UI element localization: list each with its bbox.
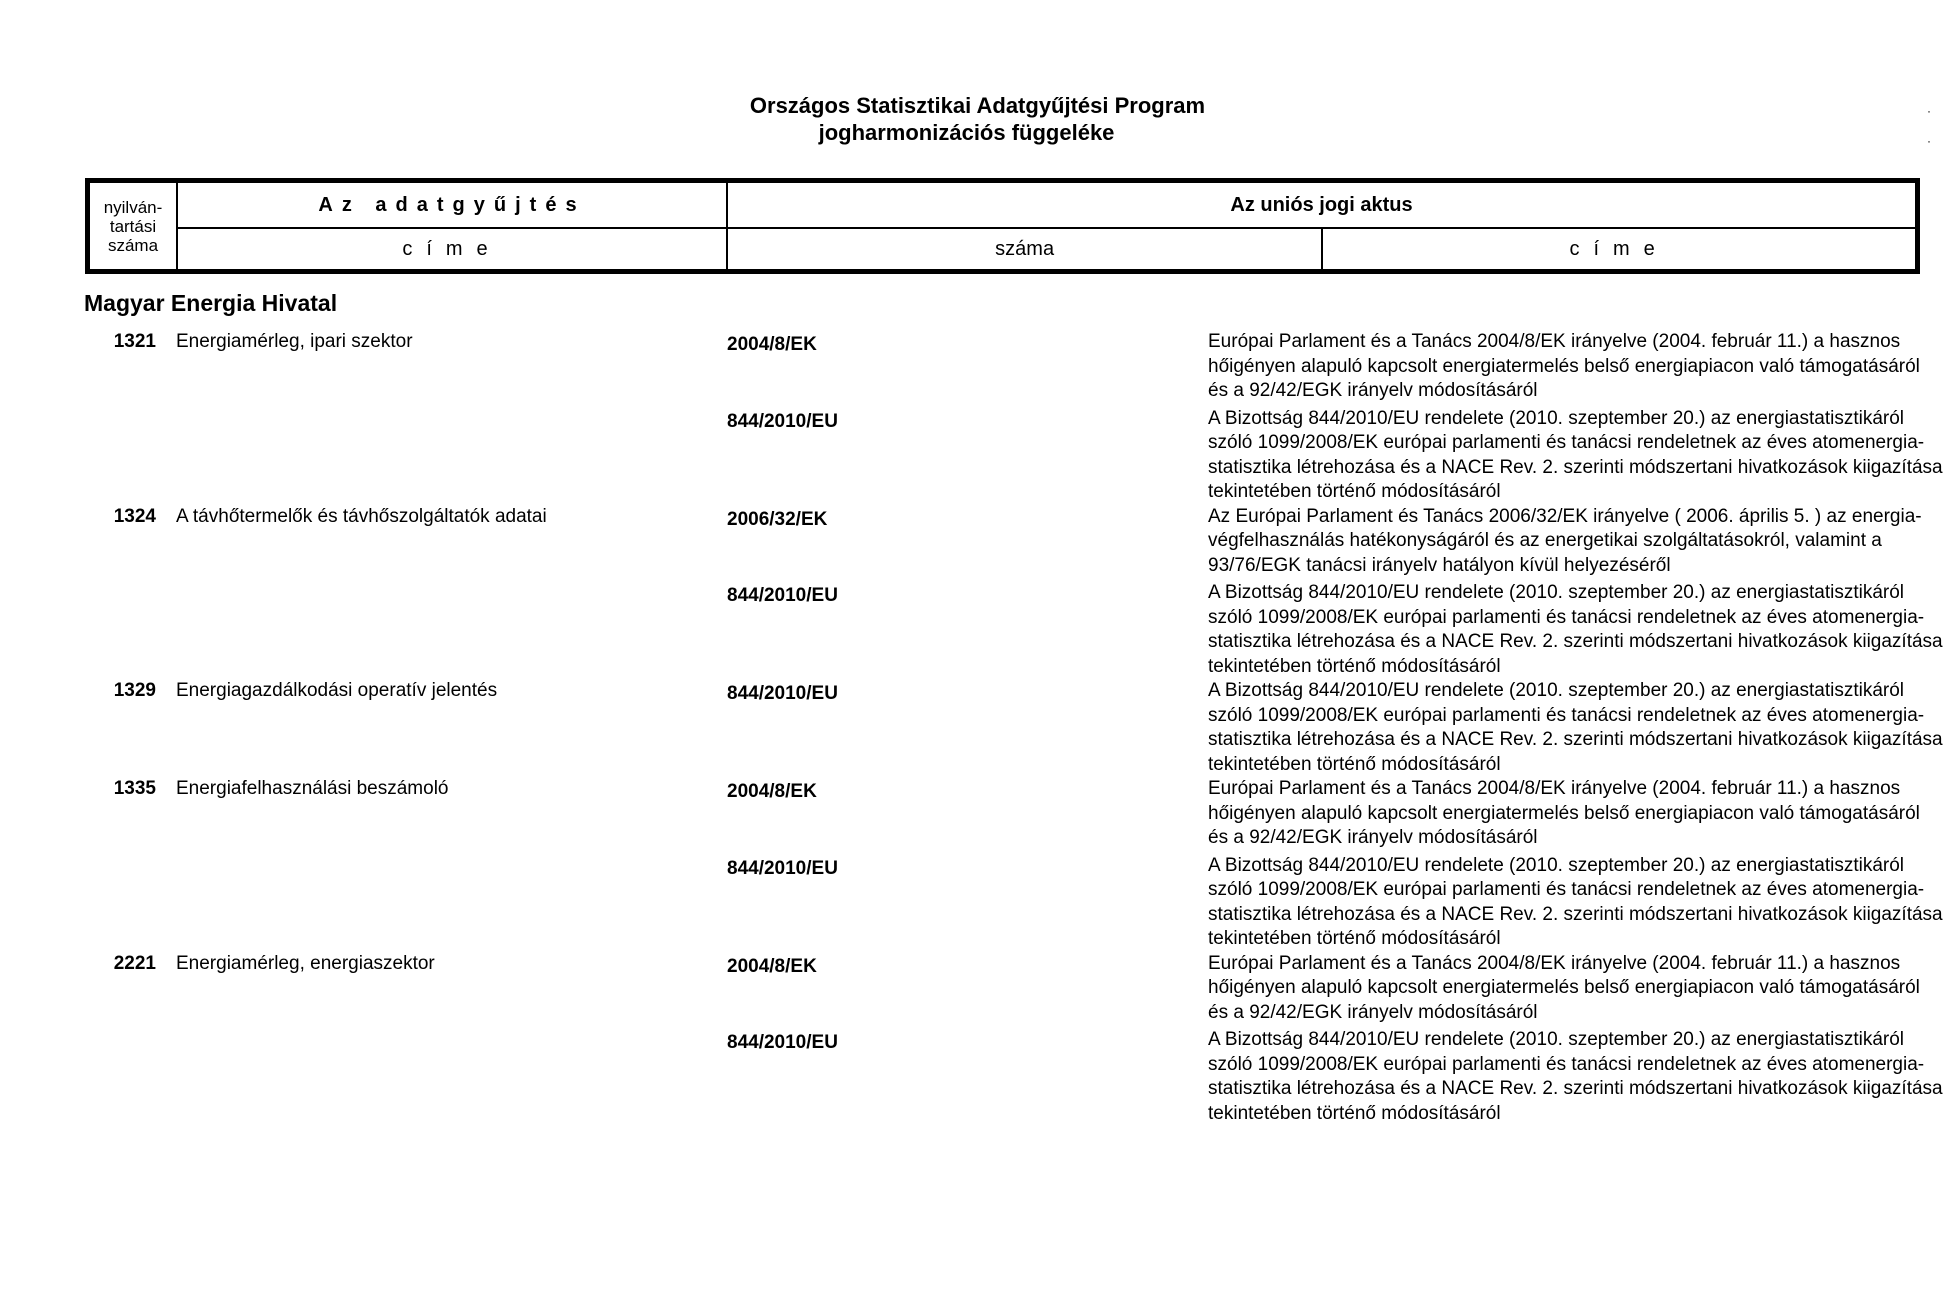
- section-heading: Magyar Energia Hivatal: [84, 290, 338, 316]
- title-line-1: Országos Statisztikai Adatgyűjtési Program: [749, 93, 1206, 118]
- eu-act-title: A Bizottság 844/2010/EU rendelete (2010. szeptember 20.) az energiastatisztikáról szóló 1099/2008/EK európai parlamenti és tanácsi rendeletnek az éves atomenergia-statisztika létrehozása és a NACE Rev. 2. szerinti módszertani hivatkozások kiigazítása tekintetében történő módosításáról: [1208, 582, 1943, 677]
- eu-act-number: 844/2010/EU: [727, 1032, 838, 1053]
- column-header-table: [85, 178, 1920, 274]
- eu-act-number: 2004/8/EK: [727, 781, 817, 802]
- collection-title: Energiafelhasználási beszámoló: [176, 778, 449, 799]
- collection-group-header: Az adatgyűjtés: [177, 181, 727, 229]
- table-row: [0, 679, 1945, 777]
- eu-act-line: [0, 1028, 1945, 1126]
- registry-number: 2221: [113, 952, 156, 974]
- eu-act-title: A Bizottság 844/2010/EU rendelete (2010. szeptember 20.) az energiastatisztikáról szóló 1099/2008/EK európai parlamenti és tanácsi rendeletnek az éves atomenergia-statisztika létrehozása és a NACE Rev. 2. szerinti módszertani hivatkozások kiigazítása tekintetében történő módosításáról: [1208, 1029, 1943, 1124]
- eu-act-number-header: száma: [727, 228, 1322, 272]
- registry-number: 1329: [113, 680, 156, 701]
- collection-title: A távhőtermelők és távhőszolgáltatók adatai: [176, 505, 547, 527]
- registry-number-header: nyilván-tartási száma: [88, 181, 178, 272]
- collection-title: Energiamérleg, ipari szektor: [176, 331, 413, 352]
- spacer: [0, 854, 156, 952]
- table-row: [0, 505, 1945, 680]
- spacer: [0, 581, 156, 679]
- eu-act-line: [0, 407, 1945, 505]
- collection-title-header: címe: [177, 228, 727, 272]
- eu-act-title: Európai Parlament és a Tanács 2004/8/EK irányelve (2004. február 11.) a hasznos hőigényen alapuló kapcsolt energiatermelés belső energiapiacon való támogatásáról és a 92/42/EGK irányelv módosításáról: [1208, 952, 1920, 1023]
- eu-act-line: [0, 777, 1945, 851]
- eu-act-line: [0, 330, 1945, 404]
- eu-act-number: 2006/32/EK: [727, 508, 828, 530]
- margin-marks: · ·: [1927, 104, 1931, 148]
- entries-list: [0, 330, 1945, 1126]
- collection-title: Energiamérleg, energiaszektor: [176, 952, 435, 974]
- table-row: [0, 952, 1945, 1127]
- eu-act-title: Az Európai Parlament és Tanács 2006/32/EK irányelve ( 2006. április 5. ) az energia-végfelhasználás hatékonyságáról és az energetikai szolgáltatásokról, valamint a 93/76/EGK tanácsi irányelv hatályon kívül helyezéséről: [1208, 505, 1922, 576]
- eu-act-number: 2004/8/EK: [727, 955, 817, 977]
- eu-act-group-header: Az uniós jogi aktus: [727, 181, 1918, 229]
- table-row: [0, 777, 1945, 952]
- eu-act-title: Európai Parlament és a Tanács 2004/8/EK irányelve (2004. február 11.) a hasznos hőigényen alapuló kapcsolt energiatermelés belső energiapiacon való támogatásáról és a 92/42/EGK irányelv módosításáról: [1208, 331, 1920, 401]
- eu-act-line: [0, 854, 1945, 952]
- registry-number: 1324: [113, 505, 156, 527]
- eu-act-number: 2004/8/EK: [727, 334, 817, 355]
- eu-act-line: [0, 581, 1945, 679]
- registry-number: 1335: [113, 778, 156, 799]
- registry-number: 1321: [113, 331, 156, 352]
- eu-act-number: 844/2010/EU: [727, 857, 838, 879]
- eu-act-title-header: címe: [1322, 228, 1917, 272]
- eu-act-number: 844/2010/EU: [727, 410, 838, 432]
- eu-act-title: A Bizottság 844/2010/EU rendelete (2010. szeptember 20.) az energiastatisztikáról szóló 1099/2008/EK európai parlamenti és tanácsi rendeletnek az éves atomenergia-statisztika létrehozása és a NACE Rev. 2. szerinti módszertani hivatkozások kiigazítása tekintetében történő módosításáról: [1208, 854, 1943, 949]
- eu-act-number: 844/2010/EU: [727, 683, 838, 704]
- spacer: [0, 407, 156, 505]
- eu-act-title: A Bizottság 844/2010/EU rendelete (2010. szeptember 20.) az energiastatisztikáról szóló 1099/2008/EK európai parlamenti és tanácsi rendeletnek az éves atomenergia-statisztika létrehozása és a NACE Rev. 2. szerinti módszertani hivatkozások kiigazítása tekintetében történő módosításáról: [1208, 680, 1943, 775]
- document-title: [0, 92, 1945, 146]
- table-row: [0, 330, 1945, 505]
- collection-title: Energiagazdálkodási operatív jelentés: [176, 680, 498, 701]
- eu-act-line: [0, 505, 1945, 579]
- eu-act-title: Európai Parlament és a Tanács 2004/8/EK irányelve (2004. február 11.) a hasznos hőigényen alapuló kapcsolt energiatermelés belső energiapiacon való támogatásáról és a 92/42/EGK irányelv módosításáról: [1208, 778, 1920, 848]
- eu-act-line: [0, 679, 1945, 777]
- eu-act-line: [0, 952, 1945, 1026]
- eu-act-title: A Bizottság 844/2010/EU rendelete (2010. szeptember 20.) az energiastatisztikáról szóló 1099/2008/EK európai parlamenti és tanácsi rendeletnek az éves atomenergia-statisztika létrehozása és a NACE Rev. 2. szerinti módszertani hivatkozások kiigazítása tekintetében történő módosításáról: [1208, 407, 1943, 502]
- spacer: [0, 1028, 156, 1126]
- title-line-2: jogharmonizációs függeléke: [818, 120, 1115, 145]
- eu-act-number: 844/2010/EU: [727, 585, 838, 606]
